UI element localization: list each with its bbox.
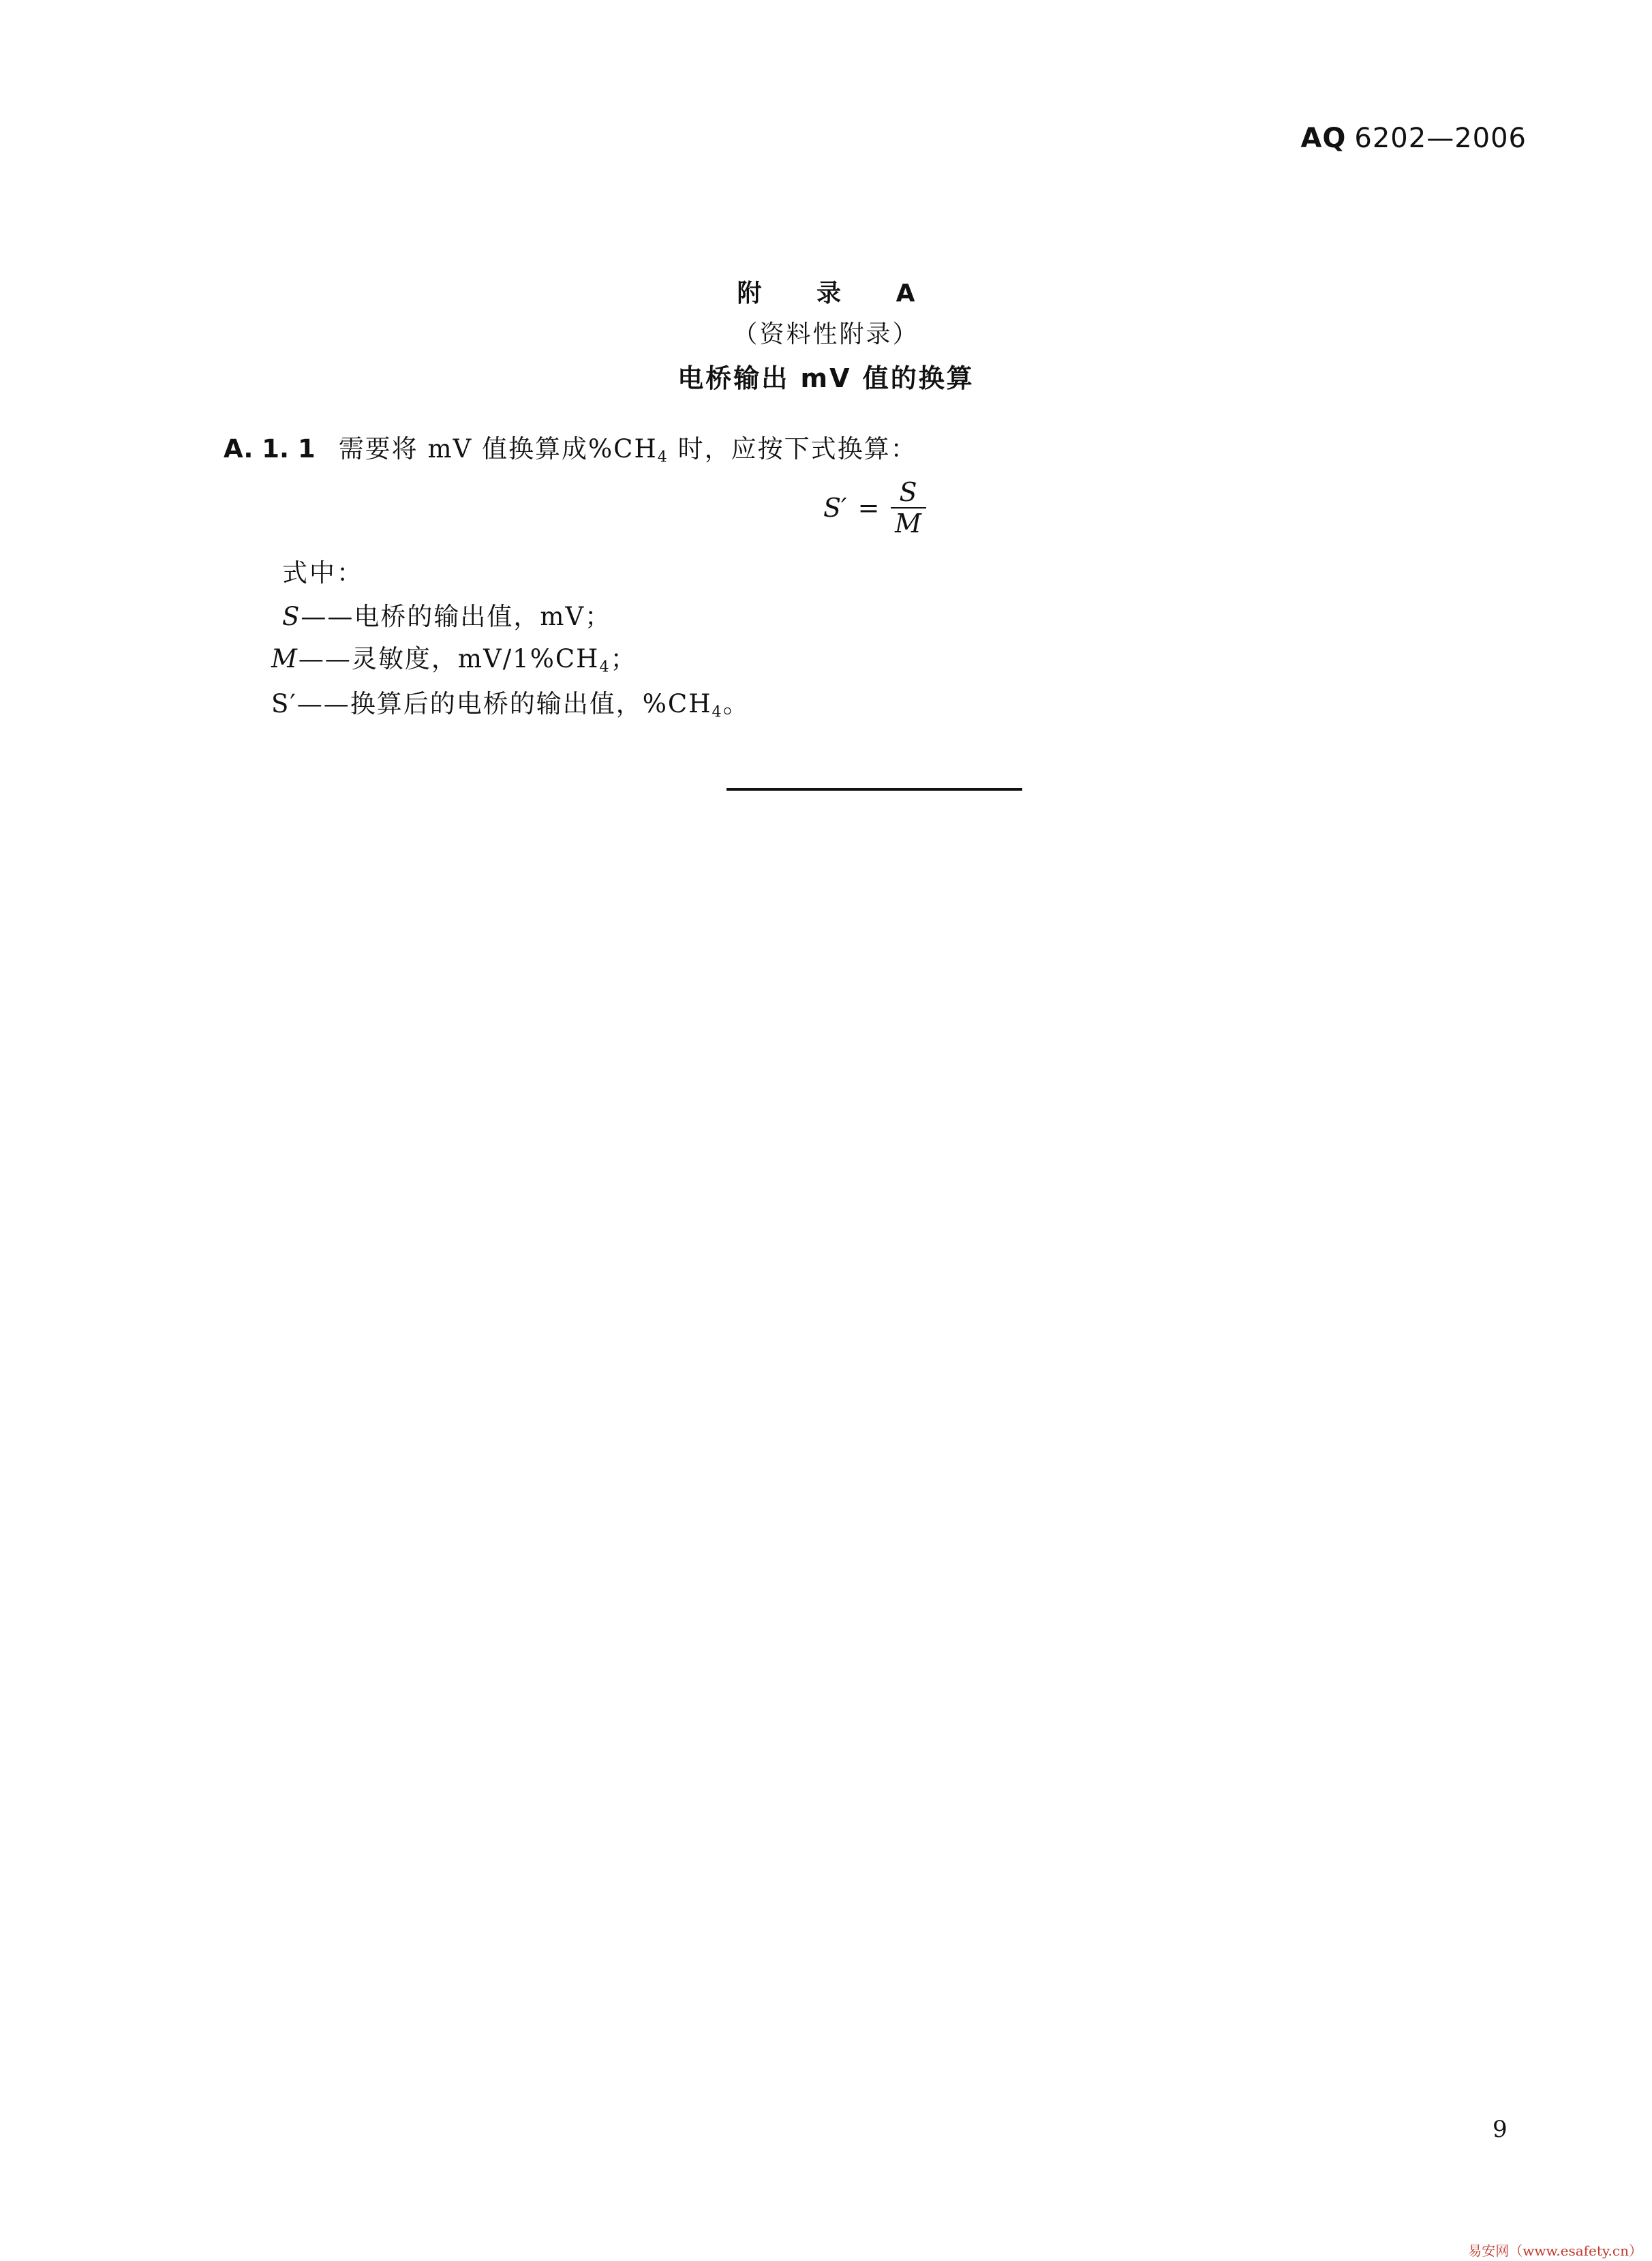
site-watermark: 易安网（www.esafety.cn） [1468,2243,1642,2259]
clause-a-1-1 [224,428,917,465]
definition-symbol: M [271,644,299,673]
formula-denominator: M [895,509,921,538]
standard-code-prefix: AQ [1300,123,1347,154]
definition-text-end: 。 [722,689,750,718]
appendix-title: 电桥输出 mV 值的换算 [677,363,975,393]
definition-subscript: 4 [599,658,611,676]
formula-numerator: S [899,477,917,507]
definition-m [271,638,637,675]
clause-text-after: 时，应按下式换算： [668,434,917,464]
definition-symbol: S′ [271,689,297,718]
formula-fraction [891,477,926,538]
standard-code-number: 6202—2006 [1354,123,1527,154]
definition-text: ——换算后的电桥的输出值，%CH [296,689,712,718]
definition-text: ——灵敏度，mV/1%CH [298,644,600,673]
definition-subscript: 4 [712,703,723,721]
clause-text-before: 需要将 mV 值换算成%CH [338,434,658,464]
definition-text-end: ； [610,644,637,673]
standard-code [1300,123,1527,154]
appendix-type: （资料性附录） [733,320,919,348]
formula-lhs: S′ [823,493,847,523]
definition-s [282,596,611,633]
clause-number: A. 1. 1 [224,434,316,464]
clause-text-subscript: 4 [657,448,669,466]
appendix-heading: 附 录 A [737,279,938,307]
clause-text [339,434,917,464]
page-number: 9 [1493,2116,1508,2143]
conversion-formula [823,477,926,538]
definition-text: ——电桥的输出值，mV； [301,602,612,631]
formula-equals: = [857,493,880,523]
definition-s-prime [271,683,750,720]
where-label: 式中： [282,558,364,588]
end-of-appendix-rule [726,788,1022,791]
definition-symbol: S [282,602,301,631]
